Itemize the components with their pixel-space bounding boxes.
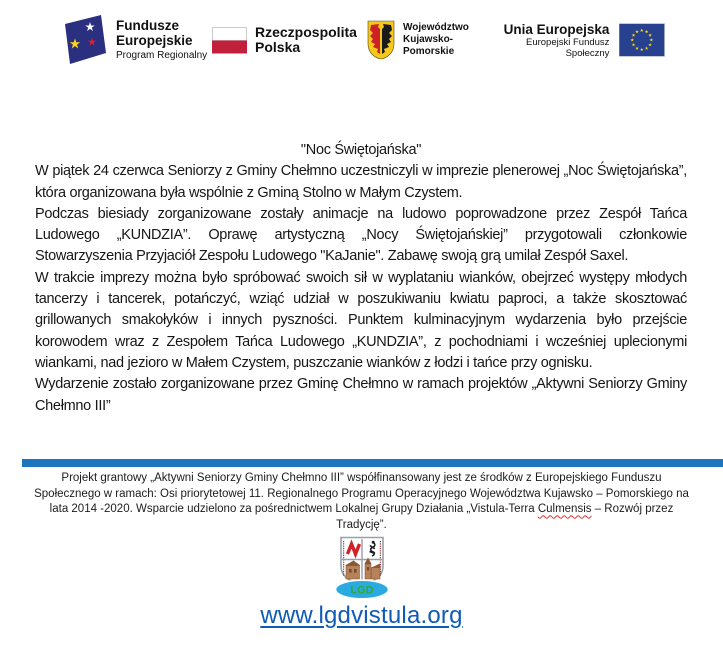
article-body — [35, 140, 687, 417]
fundusze-europejskie-flag-icon — [62, 14, 108, 66]
fundusze-europejskie-subtitle: Program Regionalny — [116, 50, 208, 61]
blue-divider-bar — [22, 459, 723, 467]
article-paragraph: Wydarzenie zostało zorganizowane przez Gminę Chełmno w ramach projektów „Aktywni Seniorzy Gminy Chełmno III” — [35, 376, 687, 414]
article-paragraph: W trakcie imprezy można było spróbować swoich sił w wyplataniu wianków, obejrzeć występy młodych tancerzy i tancerek, potańczyć, wziąć udział w poszukiwaniu kwiatu paproci, a także skosztować grillowanych smakołyków i innych pyszności. Punktem kulminacyjnym wydarzenia było przejście korowodem wraz z Zespołem Tańca Ludowego „KUNDZIA”, z pochodniami i wcześniej uplecionymi wiankami, nad jezioro w Małem Czystem, puszczanie wianków z łodzi i tańce przy ognisku. — [35, 269, 687, 371]
wojewodztwo-title: Województwo Kujawsko-Pomorskie — [403, 22, 469, 57]
lgd-crest-icon — [333, 536, 391, 600]
lgd-logo-container — [0, 536, 723, 605]
article-paragraph: Podczas biesiady zorganizowane zostały animacje na ludowo poprowadzone przez Zespół Tańca Ludowego „KUNDZIA”. Oprawę artystyczną „Nocy Świętojańskiej” przygotowali członkowie Stowarzyszenia Przyjaciół Zespołu Ludowego "KaJanie". Zabawę swoją grą umilał Zespół Saxel. — [35, 205, 687, 265]
unia-europejska-subtitle: Europejski Fundusz Społeczny — [525, 36, 610, 59]
unia-europejska-title: Unia Europejska — [503, 21, 610, 37]
disclaimer-text: – Rozwój przez Tradycję”. — [336, 503, 674, 532]
website-link-container — [0, 602, 723, 630]
kujawsko-pomorskie-crest-icon — [367, 20, 395, 60]
disclaimer-text: Projekt grantowy „Aktywni Seniorzy Gminy Chełmno III” współfinansowany jest ze środków z Europejskiego Funduszu Społecznego w ramach: Osi priorytetowej 11. Regionalnego Programu Operacyjnego Województwa Kujawsko – Pomorskiego na lata 2014 -2020. Wsparcie udzielono za pośrednictwem Lokalnej Grupy Działania „Vistula-Terra — [34, 472, 689, 516]
logo-fundusze-europejskie — [62, 14, 212, 66]
logo-unia-europejska — [491, 22, 665, 59]
article-title: "Noc Świętojańska" — [300, 142, 422, 158]
fundusze-europejskie-title: Fundusze Europejskie — [116, 18, 193, 48]
article-paragraph: W piątek 24 czerwca Seniorzy z Gminy Chełmno uczestniczyli w imprezie plenerowej „Noc Świętojańska”, która organizowana była wspólnie z Gminą Stolno w Małym Czystem. — [35, 163, 687, 201]
logo-rzeczpospolita-polska — [212, 25, 367, 56]
disclaimer-misspelled-word: Culmensis — [537, 503, 592, 516]
funding-logos-header — [62, 12, 665, 68]
rzeczpospolita-polska-title: Rzeczpospolita Polska — [255, 23, 357, 55]
website-link[interactable]: www.lgdvistula.org — [260, 602, 463, 629]
poland-flag-icon — [212, 27, 247, 54]
logo-wojewodztwo-kujawsko-pomorskie — [367, 20, 491, 60]
eu-flag-icon — [619, 22, 665, 58]
project-disclaimer — [30, 471, 693, 534]
lgd-monogram: LGD — [349, 584, 374, 597]
